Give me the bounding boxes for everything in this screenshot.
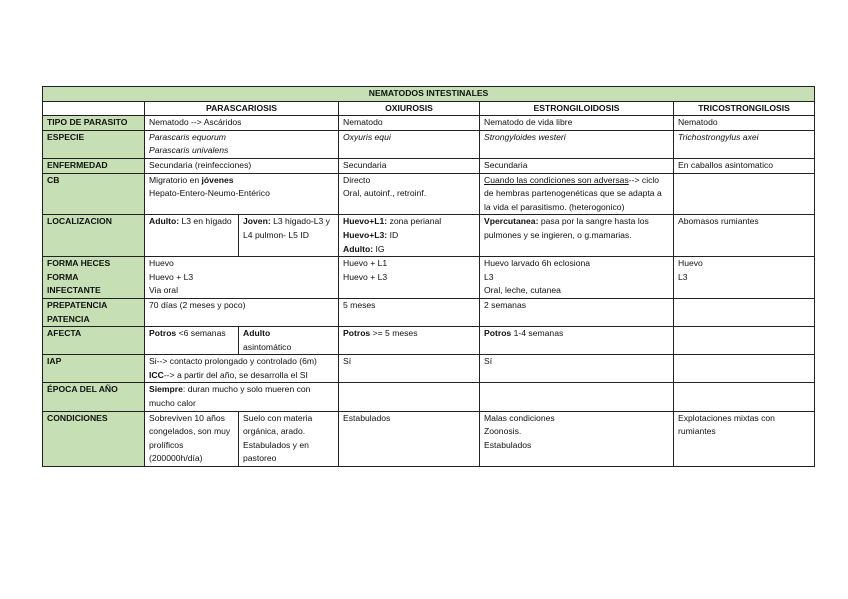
cell-enfermedad-estrongiloidosis: Secundaria <box>480 158 674 173</box>
cell-line: L3 <box>678 271 688 282</box>
row-label-line: PREPATENCIA <box>47 299 108 310</box>
cell-iap-oxiurosis: Sí <box>339 355 480 383</box>
cell-line <box>343 243 475 257</box>
cell-line: Oral, leche, cutanea <box>484 285 561 296</box>
cb-line: Hepato-Entero-Neumo-Entérico <box>149 188 270 199</box>
bold-label: Potros <box>149 328 177 339</box>
cell-line: Huevo + L1 <box>343 258 388 269</box>
cell-text: IG <box>373 243 385 254</box>
cell-prepatencia-estrongiloidosis: 2 semanas <box>480 298 674 326</box>
bold-label: Adulto <box>243 328 271 339</box>
row-label-iap: IAP <box>43 355 145 383</box>
cb-line: Oral, autoinf., retroinf. <box>343 188 427 199</box>
cell-condiciones-oxiurosis: Estabulados <box>339 411 480 466</box>
cell-text: >= 5 meses <box>370 328 418 339</box>
cell-line: Huevo larvado 6h eclosiona <box>484 258 591 269</box>
cell-especie-estrongiloidosis: Strongyloides westeri <box>480 130 674 158</box>
column-header-oxiurosis: OXIUROSIS <box>339 101 480 116</box>
cell-text: 1-4 semanas <box>511 328 564 339</box>
table-row <box>43 158 815 173</box>
cell-cb-estrongiloidosis <box>480 173 674 215</box>
cell-iap-parascariosis <box>145 355 339 383</box>
row-label-condiciones: CONDICIONES <box>43 411 145 466</box>
cell-line: Huevo <box>678 258 703 269</box>
cell-text: pasa por la sangre hasta los pulmones y se ingieren, o g.mamarias. <box>484 216 649 240</box>
bold-label: Adulto: <box>149 216 180 227</box>
cell-text: asintomático <box>243 341 292 352</box>
cb-underlined-text: Cuando las condiciones son adversas <box>484 174 629 185</box>
row-label-line: FORMA <box>47 271 79 282</box>
bold-label: Joven: <box>243 216 271 227</box>
cell-prepatencia-parascariosis: 70 días (2 meses y poco) <box>145 298 339 326</box>
cb-line <box>149 174 334 188</box>
cell-enfermedad-tricostrongilosis: En caballos asintomatico <box>674 158 815 173</box>
cb-bold-text: jóvenes <box>201 174 234 185</box>
cell-cb-parascariosis <box>145 173 339 215</box>
cell-condiciones-tricostrongilosis: Explotaciones mixtas con rumiantes <box>674 411 815 466</box>
row-label-epoca: ÉPOCA DEL AÑO <box>43 383 145 411</box>
cell-tipo-tricostrongilosis: Nematodo <box>674 116 815 131</box>
cell-localizacion-adulto <box>145 215 239 257</box>
bold-label: Huevo+L1: <box>343 216 388 227</box>
table-row <box>43 257 815 299</box>
cell-prepatencia-oxiurosis: 5 meses <box>339 298 480 326</box>
table-row <box>43 327 815 355</box>
cell-line: Malas condiciones <box>484 412 555 423</box>
bold-label: Huevo+L3: <box>343 229 388 240</box>
cell-text: L3 en hígado <box>179 216 232 227</box>
cell-line <box>343 215 475 229</box>
cell-localizacion-oxiurosis <box>339 215 480 257</box>
row-label-cb: CB <box>43 173 145 215</box>
cell-condiciones-parascariosis-a: Sobreviven 10 años congelados, son muy prolíficos (200000h/día) <box>145 411 239 466</box>
table-row <box>43 116 815 131</box>
cell-iap-estrongiloidosis: Sí <box>480 355 674 383</box>
cell-especie-oxiurosis: Oxyuris equi <box>339 130 480 158</box>
column-header-estrongiloidosis: ESTRONGILOIDOSIS <box>480 101 674 116</box>
cell-line: Huevo <box>149 258 174 269</box>
cell-afecta-estrongiloidosis <box>480 327 674 355</box>
table-row <box>43 355 815 383</box>
table-row <box>43 173 815 215</box>
cell-enfermedad-parascariosis: Secundaria (reinfecciones) <box>145 158 339 173</box>
cell-tipo-estrongiloidosis: Nematodo de vida libre <box>480 116 674 131</box>
header-row <box>43 101 815 116</box>
cell-epoca-parascariosis <box>145 383 339 411</box>
cell-text: --> a partir del año, se desarrolla el SI <box>163 369 308 380</box>
cell-line: Estabulados <box>484 439 532 450</box>
cell-forma-tricostrongilosis <box>674 257 815 299</box>
cell-localizacion-joven <box>239 215 339 257</box>
table-row <box>43 411 815 466</box>
cell-condiciones-parascariosis-b: Suelo con materia orgánica, arado. Estabulados y en pastoreo <box>239 411 339 466</box>
row-label-especie: ESPECIE <box>43 130 145 158</box>
cell-text: zona perianal <box>387 216 442 227</box>
column-header-parascariosis: PARASCARIOSIS <box>145 101 339 116</box>
column-header-tricostrongilosis: TRICOSTRONGILOSIS <box>674 101 815 116</box>
cell-condiciones-estrongiloidosis <box>480 411 674 466</box>
bold-label: Vpercutanea: <box>484 216 539 227</box>
table-row <box>43 298 815 326</box>
cell-tipo-oxiurosis: Nematodo <box>339 116 480 131</box>
row-label-forma <box>43 257 145 299</box>
row-label-afecta: AFECTA <box>43 327 145 355</box>
cell-text: <6 semanas <box>176 328 226 339</box>
cell-line: Huevo + L3 <box>149 271 194 282</box>
table-row <box>43 383 815 411</box>
cell-cb-tricostrongilosis <box>674 173 815 215</box>
cb-text: --> ciclo de hembras partenogenéticas que se adapta a la vida el parasitismo. (heterogonico) <box>484 174 662 212</box>
cb-text: Migratorio en <box>149 174 202 185</box>
cell-enfermedad-oxiurosis: Secundaria <box>339 158 480 173</box>
cell-tipo-parascariosis: Nematodo --> Ascáridos <box>145 116 339 131</box>
cell-line <box>149 369 334 383</box>
row-label-line: INFECTANTE <box>47 285 101 296</box>
bold-label: Adulto: <box>343 243 374 254</box>
cell-afecta-potros <box>145 327 239 355</box>
cell-line: Si--> contacto prolongado y controlado (6m) <box>149 356 317 367</box>
row-label-line: FORMA HECES <box>47 258 111 269</box>
row-label-prepatencia <box>43 298 145 326</box>
bold-label: Potros <box>484 328 512 339</box>
cell-text: : duran mucho y solo mueren con mucho calor <box>149 384 311 409</box>
cell-forma-parascariosis <box>145 257 339 299</box>
bold-label: ICC <box>149 369 164 380</box>
cell-afecta-oxiurosis <box>339 327 480 355</box>
cell-line: L3 <box>484 271 494 282</box>
cell-forma-estrongiloidosis <box>480 257 674 299</box>
bold-label: Siempre <box>149 384 183 395</box>
species-name: Parascaris univalens <box>149 145 229 156</box>
cell-localizacion-tricostrongilosis: Abomasos rumiantes <box>674 215 815 257</box>
cell-text: ID <box>387 229 399 240</box>
table-row <box>43 215 815 257</box>
cell-line: Zoonosis. <box>484 426 522 437</box>
table-title: NEMATODOS INTESTINALES <box>43 87 815 102</box>
cell-especie-tricostrongilosis: Trichostrongylus axei <box>674 130 815 158</box>
cell-prepatencia-tricostrongilosis <box>674 298 815 326</box>
table-row <box>43 130 815 158</box>
cell-epoca-estrongiloidosis <box>480 383 674 411</box>
row-label-localizacion: LOCALIZACION <box>43 215 145 257</box>
cell-especie-parascariosis <box>145 130 339 158</box>
cell-epoca-oxiurosis <box>339 383 480 411</box>
cell-afecta-tricostrongilosis <box>674 327 815 355</box>
cell-afecta-adulto <box>239 327 339 355</box>
row-label-enfermedad: ENFERMEDAD <box>43 158 145 173</box>
cell-iap-tricostrongilosis <box>674 355 815 383</box>
cell-epoca-tricostrongilosis <box>674 383 815 411</box>
row-label-tipo: TIPO DE PARASITO <box>43 116 145 131</box>
cell-localizacion-estrongiloidosis <box>480 215 674 257</box>
header-corner <box>43 101 145 116</box>
species-name: Parascaris equorum <box>149 131 226 142</box>
cell-cb-oxiurosis <box>339 173 480 215</box>
cell-line: Huevo + L3 <box>343 271 388 282</box>
cb-line: Directo <box>343 174 371 185</box>
cell-line <box>343 229 475 243</box>
cell-line: Via oral <box>149 285 178 296</box>
cell-forma-oxiurosis <box>339 257 480 299</box>
bold-label: Potros <box>343 328 371 339</box>
nematodos-table <box>42 86 815 467</box>
row-label-line: PATENCIA <box>47 313 90 324</box>
cell-text: L3 higado-L3 y L4 pulmon- L5 ID <box>243 216 330 240</box>
table-title-row <box>43 87 815 102</box>
